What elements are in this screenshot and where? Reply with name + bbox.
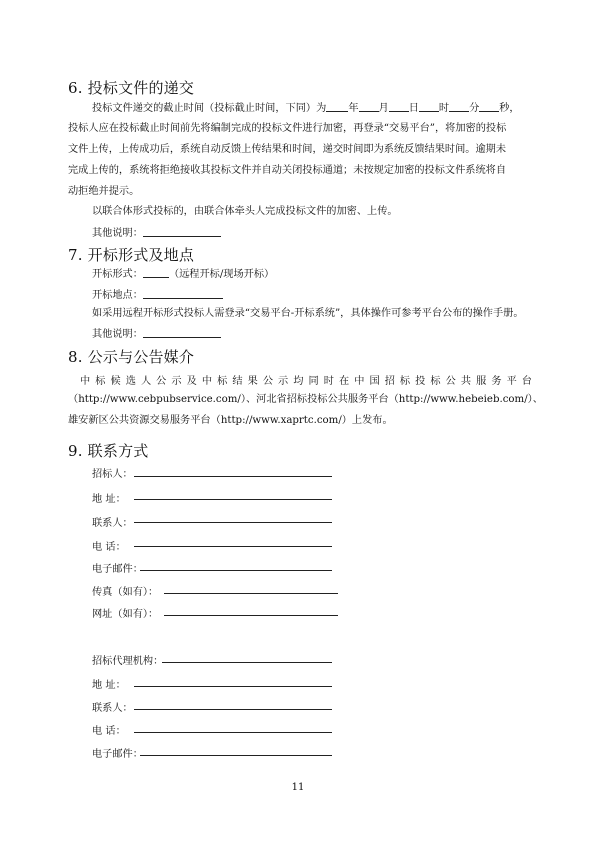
s8-line-1-char: 投 — [415, 376, 426, 387]
s6-paragraph-line-1: 投标文件递交的截止时间（投标截止时间，下同）为 年 月 日 时 分 秒， — [92, 103, 520, 114]
section-6-title: 6. 投标文件的递交 — [68, 79, 195, 97]
tenderee-contact-field[interactable] — [134, 522, 332, 523]
s8-line-1-char: 务 — [491, 376, 502, 387]
s6-paragraph-line-3: 文件上传，上传成功后，系统自动反馈上传结果和时间，递交时间即为系统反馈结果时间。逾期未 — [68, 144, 507, 155]
tenderee-phone-label: 电 话： — [92, 542, 126, 553]
agency-phone-label: 电 话： — [92, 726, 126, 737]
s7-remote-note: 如采用远程开标形式投标人需登录“交易平台-开标系统”，具体操作可参考平台公布的操作手册。 — [92, 308, 524, 319]
section-9-title: 9. 联系方式 — [68, 442, 149, 460]
s8-line-1-char: 共 — [460, 376, 472, 387]
s7-other-notes-field[interactable] — [143, 327, 221, 338]
s8-line-1-char: 公 — [262, 376, 273, 387]
agency-field[interactable] — [162, 662, 332, 663]
s6-other-notes: 其他说明： — [92, 226, 221, 240]
s6-paragraph-line-5: 动拒绝并提示。 — [68, 186, 140, 197]
tenderee-address-field[interactable] — [134, 499, 332, 500]
section-8-title: 8. 公示与公告媒介 — [68, 348, 195, 366]
s7-opening-form: 开标形式： （远程开标/现场开标） — [92, 269, 275, 280]
section-7-title: 7. 开标形式及地点 — [68, 246, 195, 264]
opening-form-field[interactable] — [143, 267, 169, 278]
xaprtc-link[interactable]: http://www.xaprtc.com/ — [220, 415, 342, 426]
page-number: 11 — [291, 782, 305, 793]
s8-line-1-char: 标 — [399, 376, 411, 387]
tenderee-website-field[interactable] — [164, 615, 338, 616]
tenderee-fax-label: 传真（如有）： — [92, 587, 159, 598]
tenderee-contact-label: 联系人： — [92, 518, 133, 529]
s8-line-1-char: 同 — [308, 376, 319, 387]
tenderee-field[interactable] — [134, 476, 332, 477]
s8-line-1-char: 国 — [369, 376, 380, 387]
cebpubservice-link[interactable]: http://www.cebpubservice.com/ — [78, 394, 241, 405]
s8-line-1-char: 及 — [186, 376, 197, 387]
s6-paragraph-line-2: 投标人应在投标截止时间前先将编制完成的投标文件进行加密，再登录“交易平台”，将加密的投标 — [68, 123, 507, 134]
s8-paragraph-line-1 — [80, 372, 532, 387]
s8-line-1-char: 中 — [201, 376, 213, 387]
s8-line-1-char: 服 — [476, 376, 487, 387]
s8-line-1-char: 中 — [80, 376, 91, 387]
s7-other-notes: 其他说明： — [92, 327, 221, 341]
s8-line-1-char: 标 — [95, 376, 106, 387]
tenderee-label: 招标人： — [92, 469, 133, 480]
s8-line-1-char: 中 — [354, 376, 365, 387]
tenderee-fax-field[interactable] — [164, 593, 338, 594]
s8-line-1-char: 示 — [278, 376, 289, 387]
s8-line-1-char: 公 — [156, 376, 167, 387]
s8-line-1-char: 结 — [232, 376, 243, 387]
s8-line-1-char: 公 — [445, 376, 456, 387]
opening-place-field[interactable] — [143, 288, 223, 299]
agency-email-field[interactable] — [140, 755, 332, 756]
agency-address-label: 地 址： — [92, 680, 126, 691]
s6-paragraph-line-4: 完成上传的，系统将拒绝接收其投标文件并自动关闭投标通道；未按规定加密的投标文件系统将自 — [68, 165, 507, 176]
tenderee-phone-field[interactable] — [134, 546, 332, 547]
s8-line-1-char: 招 — [384, 376, 395, 387]
s7-opening-place: 开标地点： — [92, 288, 223, 302]
tenderee-email-field[interactable] — [140, 570, 332, 571]
s8-line-1-char: 台 — [521, 376, 532, 387]
s8-line-1-char: 在 — [338, 376, 350, 387]
agency-contact-field[interactable] — [134, 709, 332, 710]
s8-line-1-char: 标 — [430, 376, 441, 387]
s8-line-1-char: 标 — [217, 376, 228, 387]
s8-line-1-char: 果 — [247, 376, 258, 387]
s6-consortium-note: 以联合体形式投标的，由联合体牵头人完成投标文件的加密、上传。 — [92, 206, 398, 217]
s8-paragraph-line-3: 雄安新区公共资源交易服务平台（http://www.xaprtc.com/）上发布。 — [68, 415, 393, 426]
s8-line-1-char: 候 — [110, 376, 121, 387]
tenderee-email-label: 电子邮件： — [92, 564, 143, 575]
s8-paragraph-line-2: （http://www.cebpubservice.com/）、河北省招标投标公共服务平台（http://www.hebeieb.com/）、 — [68, 394, 543, 405]
s8-line-1-char: 平 — [506, 376, 517, 387]
s8-line-1-char: 选 — [125, 376, 136, 387]
s8-line-1-char: 人 — [140, 376, 152, 387]
agency-email-label: 电子邮件： — [92, 749, 143, 760]
agency-phone-field[interactable] — [134, 732, 332, 733]
hebeieb-link[interactable]: http://www.hebeieb.com/ — [398, 394, 528, 405]
s6-other-notes-field[interactable] — [143, 226, 221, 237]
agency-label: 招标代理机构： — [92, 656, 164, 667]
tenderee-address-label: 地 址： — [92, 494, 126, 505]
s8-line-1-char: 均 — [293, 376, 304, 387]
tenderee-website-label: 网址（如有）： — [92, 609, 159, 620]
s8-line-1-char: 示 — [171, 376, 182, 387]
agency-address-field[interactable] — [134, 686, 332, 687]
s8-line-1-char: 时 — [323, 376, 334, 387]
agency-contact-label: 联系人： — [92, 703, 133, 714]
